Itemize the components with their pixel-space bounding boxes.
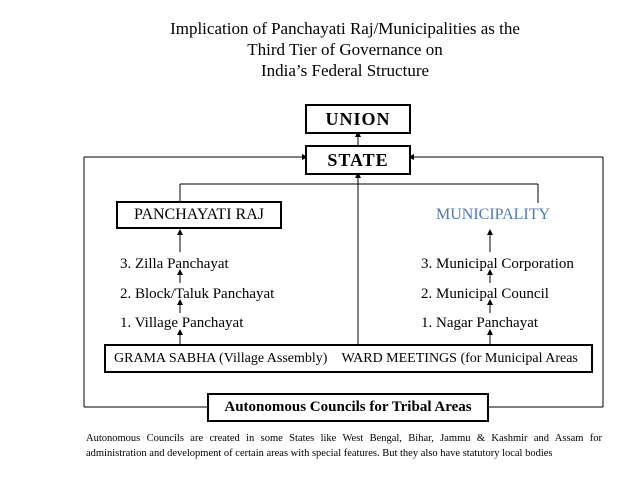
block-taluk-panchayat-label: 2. Block/Taluk Panchayat — [120, 286, 275, 302]
municipal-corporation-label: 3. Municipal Corporation — [421, 256, 574, 272]
title-line-1: Implication of Panchayati Raj/Municipalities as the — [170, 19, 520, 38]
title-line-2: Third Tier of Governance on — [247, 40, 443, 59]
ward-meetings-label: WARD MEETINGS (for Municipal Areas — [341, 350, 578, 366]
title-line-3: India’s Federal Structure — [260, 61, 430, 80]
municipality-node: MUNICIPALITY — [436, 206, 551, 223]
state-node: STATE — [305, 145, 411, 175]
village-panchayat-label: 1. Village Panchayat — [120, 315, 244, 331]
nagar-panchayat-label: 1. Nagar Panchayat — [421, 315, 539, 331]
zilla-panchayat-label: 3. Zilla Panchayat — [120, 256, 229, 272]
municipal-council-label: 2. Municipal Council — [421, 286, 549, 302]
union-node: UNION — [305, 104, 411, 134]
grama-sabha-label: GRAMA SABHA (Village Assembly) — [114, 350, 328, 366]
footnote-text: Autonomous Councils are created in some States like West Bengal, Bihar, Jammu & Kashmir and Assam for administration and development of certain areas with special features. But they also have statutory local bodies — [86, 433, 602, 459]
diagram-title — [130, 18, 560, 81]
panchayati-raj-node: PANCHAYATI RAJ — [116, 201, 282, 229]
autonomous-councils-node: Autonomous Councils for Tribal Areas — [207, 393, 489, 422]
local-assemblies-box — [104, 344, 593, 373]
